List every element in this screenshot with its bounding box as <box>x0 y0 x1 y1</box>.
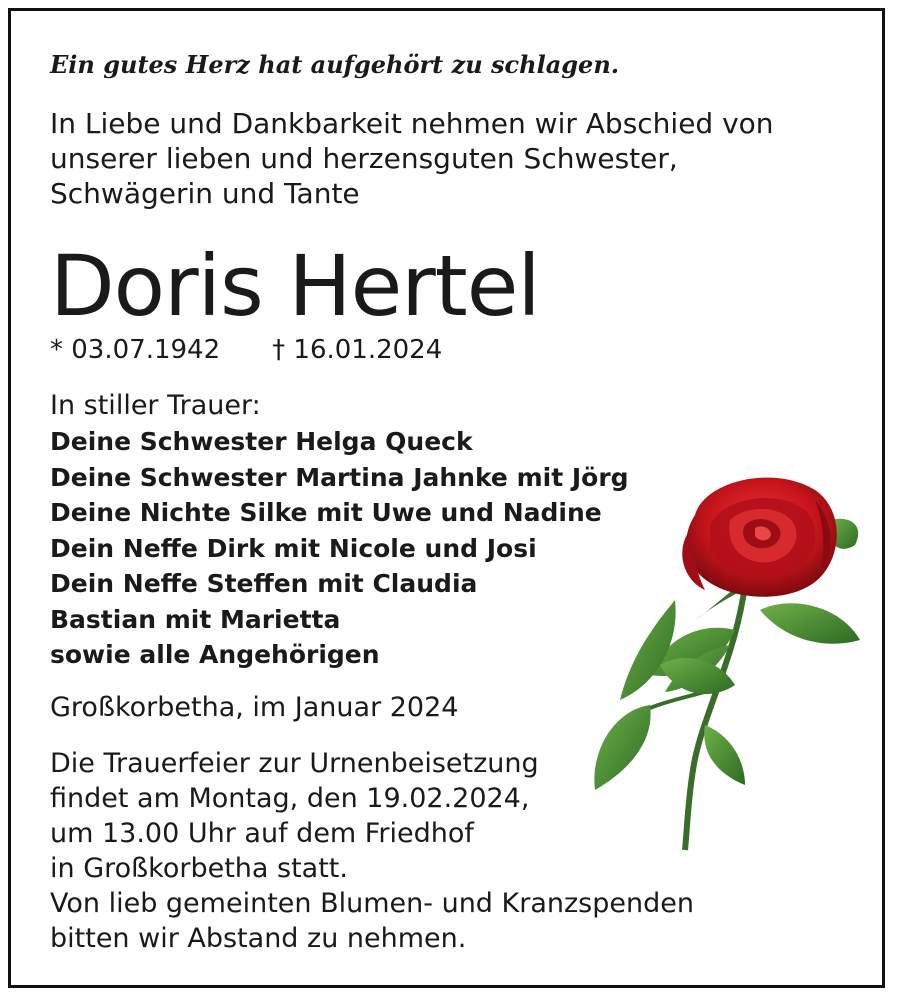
intro-line: Schwägerin und Tante <box>50 177 360 210</box>
intro-text <box>50 106 774 211</box>
mourner-line: Dein Neffe Dirk mit Nicole und Josi <box>50 533 537 563</box>
mourner-line: Deine Nichte Silke mit Uwe und Nadine <box>50 498 602 527</box>
red-rose-icon <box>575 470 870 855</box>
mourners-list <box>50 424 629 673</box>
service-line: Von lieb gemeinten Blumen- und Kranzspenden <box>50 888 694 919</box>
mourning-label: In stiller Trauer: <box>50 390 261 421</box>
service-line: Die Trauerfeier zur Urnenbeisetzung <box>50 748 539 779</box>
mourner-line: Deine Schwester Martina Jahnke mit Jörg <box>50 462 629 492</box>
mourner-line: Bastian mit Marietta <box>50 604 341 634</box>
mourner-line: sowie alle Angehörigen <box>50 640 380 669</box>
intro-line: unserer lieben und herzensguten Schwester, <box>50 142 678 175</box>
service-line: um 13.00 Uhr auf dem Friedhof <box>50 818 474 849</box>
intro-line: In Liebe und Dankbarkeit nehmen wir Abschied von <box>50 107 774 140</box>
death-date: † 16.01.2024 <box>272 335 443 365</box>
motto: Ein gutes Herz hat aufgehört zu schlagen. <box>50 50 620 79</box>
service-line: in Großkorbetha statt. <box>50 853 348 884</box>
birth-date: * 03.07.1942 <box>50 335 221 365</box>
service-line: findet am Montag, den 19.02.2024, <box>50 783 530 814</box>
mourner-line: Dein Neffe Steffen mit Claudia <box>50 569 478 598</box>
deceased-name: Doris Hertel <box>50 237 540 335</box>
life-dates <box>50 332 442 368</box>
service-line: bitten wir Abstand zu nehmen. <box>50 923 467 954</box>
place-date: Großkorbetha, im Januar 2024 <box>50 692 459 723</box>
mourner-line: Deine Schwester Helga Queck <box>50 427 473 456</box>
